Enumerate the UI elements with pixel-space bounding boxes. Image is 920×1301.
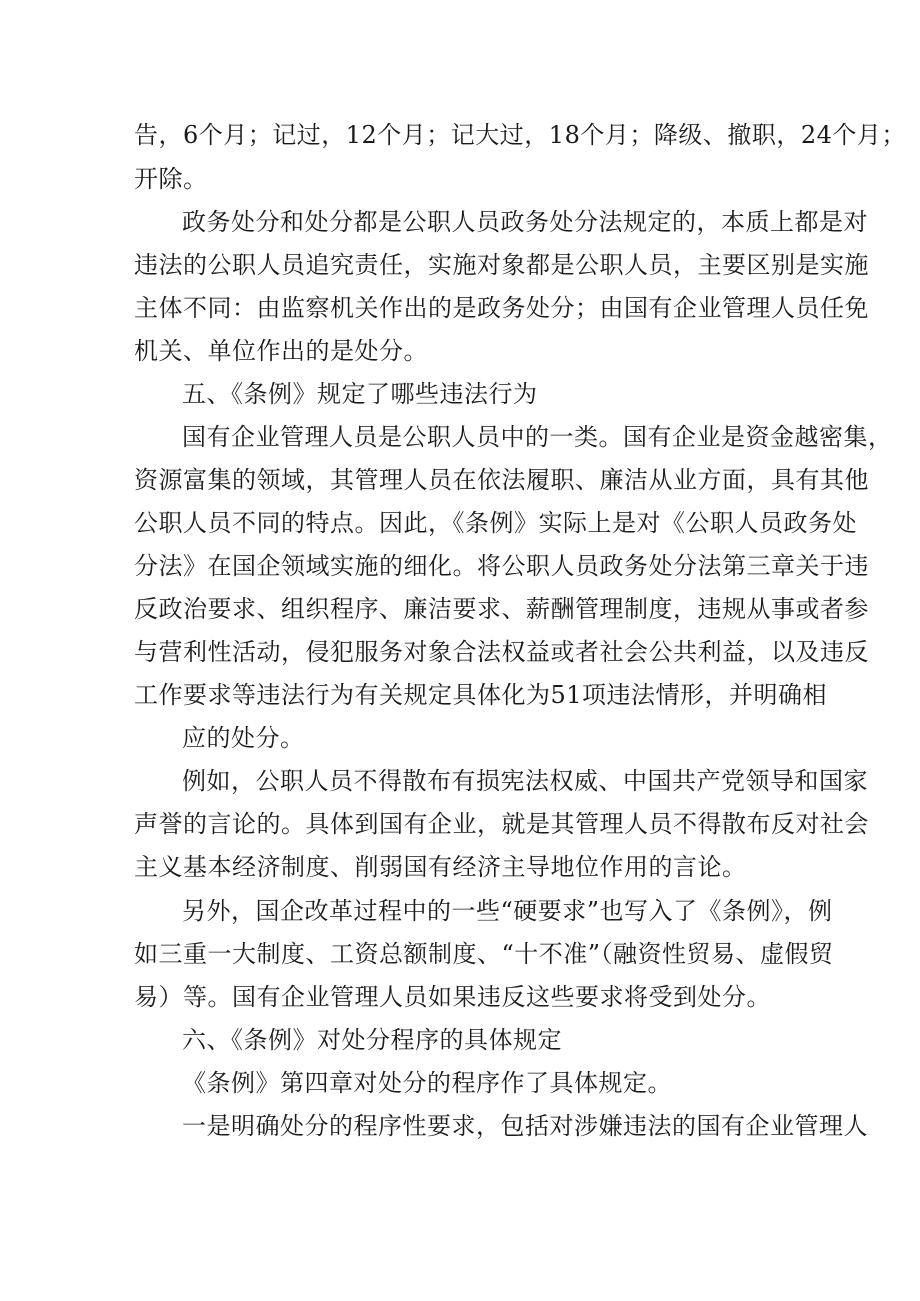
paragraph-start-line: 国有企业管理人员是公职人员中的一类。国有企业是资金越密集，: [182, 423, 893, 451]
text-line: 与营利性活动，侵犯服务对象合法权益或者社会公共利益，以及违反: [134, 638, 869, 666]
text-line: 反政治要求、组织程序、廉洁要求、薪酬管理制度，违规从事或者参: [134, 595, 869, 623]
text-line: 公职人员不同的特点。因此，《条例》实际上是对《公职人员政务处: [134, 509, 857, 537]
text-line: 应的处分。: [182, 724, 305, 752]
text-line: 主义基本经济制度、削弱国有经济主导地位作用的言论。: [134, 853, 747, 881]
section-heading: 六、《条例》对处分程序的具体规定: [182, 1026, 562, 1054]
text-line: 告，6个月；记过，12个月；记大过，18个月；降级、撤职，24个月；: [134, 121, 906, 149]
paragraph-start-line: 一是明确处分的程序性要求，包括对涉嫌违法的国有企业管理人: [182, 1112, 868, 1140]
text-line: 如三重一大制度、工资总额制度、“十不准”（融资性贸易、虚假贸: [134, 940, 834, 968]
text-line: 违法的公职人员追究责任，实施对象都是公职人员，主要区别是实施: [134, 251, 869, 279]
paragraph-start-line: 另外，国企改革过程中的一些“硬要求”也写入了《条例》，例: [182, 897, 833, 925]
text-line: 声誉的言论的。具体到国有企业，就是其管理人员不得散布反对社会: [134, 810, 869, 838]
text-line: 开除。: [134, 165, 208, 193]
text-line: 分法》在国企领域实施的细化。将公职人员政务处分法第三章关于违: [134, 552, 869, 580]
text-line: 易）等。国有企业管理人员如果违反这些要求将受到处分。: [134, 983, 771, 1011]
text-line: 资源富集的领域，其管理人员在依法履职、廉洁从业方面，具有其他: [134, 466, 869, 494]
paragraph-start-line: 政务处分和处分都是公职人员政务处分法规定的，本质上都是对: [182, 208, 868, 236]
paragraph-start-line: 《条例》第四章对处分的程序作了具体规定。: [182, 1069, 672, 1097]
text-line: 机关、单位作出的是处分。: [134, 337, 428, 365]
paragraph-start-line: 例如，公职人员不得散布有损宪法权威、中国共产党领导和国家: [182, 767, 868, 795]
text-line: 工作要求等违法行为有关规定具体化为51项违法情形，并明确相: [134, 681, 828, 709]
section-heading: 五、《条例》规定了哪些违法行为: [182, 380, 538, 408]
text-line: 主体不同：由监察机关作出的是政务处分；由国有企业管理人员任免: [134, 294, 869, 322]
